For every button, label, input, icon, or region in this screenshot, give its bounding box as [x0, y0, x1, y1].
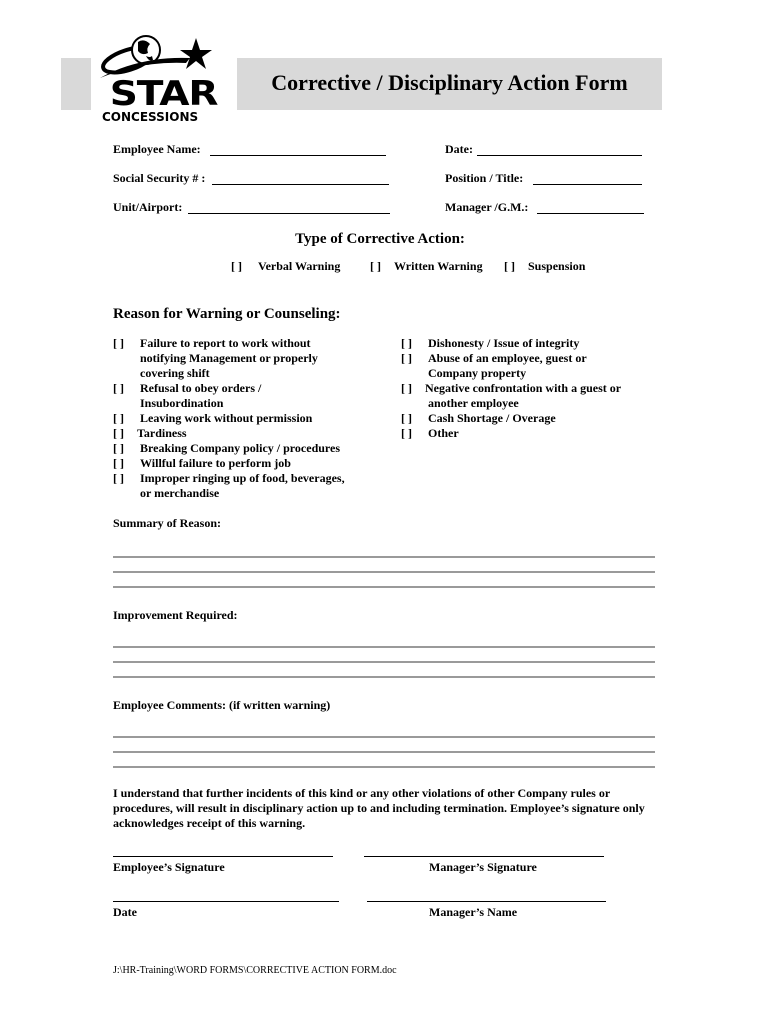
reason-text: Breaking Company policy / procedures — [140, 441, 341, 455]
action-option-suspension[interactable] — [504, 259, 585, 274]
reason-item[interactable] — [401, 381, 661, 411]
employee-signature-label: Employee’s Signature — [113, 860, 225, 874]
checkbox[interactable]: [ ] — [401, 381, 412, 395]
reason-text: notifying Management or properly — [140, 351, 318, 365]
reasons-right-list — [401, 336, 661, 441]
checkbox-verbal[interactable]: [ ] — [231, 259, 242, 273]
date-line[interactable] — [477, 155, 642, 156]
option-label: Written Warning — [394, 259, 483, 273]
footer-file-path: J:\HR-Training\WORD FORMS\CORRECTIVE ACTION FORM.doc — [113, 965, 397, 976]
signature-date-label: Date — [113, 905, 137, 919]
reason-item[interactable] — [113, 471, 373, 501]
writing-line[interactable] — [113, 676, 655, 678]
reason-item[interactable] — [113, 381, 373, 411]
reason-item[interactable] — [401, 336, 661, 351]
writing-line[interactable] — [113, 736, 655, 738]
reason-text: Failure to report to work without — [140, 336, 311, 350]
improvement-label: Improvement Required: — [113, 608, 238, 622]
checkbox-suspension[interactable]: [ ] — [504, 259, 515, 273]
ssn-line[interactable] — [212, 184, 389, 185]
reason-item[interactable] — [113, 441, 373, 456]
writing-line[interactable] — [113, 661, 655, 663]
manager-name-label: Manager’s Name — [429, 905, 518, 919]
reason-text: Dishonesty / Issue of integrity — [428, 336, 580, 350]
checkbox[interactable]: [ ] — [113, 336, 124, 350]
reasons-left-list — [113, 336, 373, 501]
writing-line[interactable] — [113, 556, 655, 558]
writing-line[interactable] — [113, 766, 655, 768]
writing-line[interactable] — [113, 751, 655, 753]
checkbox-written[interactable]: [ ] — [370, 259, 381, 273]
manager-signature-label: Manager’s Signature — [429, 860, 537, 874]
manager-signature-line[interactable] — [364, 856, 604, 857]
reason-text: Abuse of an employee, guest or — [428, 351, 587, 365]
position-label: Position / Title: — [445, 171, 524, 185]
employee-name-line[interactable] — [210, 155, 386, 156]
acknowledgement-text: I understand that further incidents of this kind or any other violations of other Company rules or procedures, will result in disciplinary action up to and including termination. Employee’s signature only acknowledges receipt of this warning. — [113, 786, 645, 830]
reason-text: Cash Shortage / Overage — [428, 411, 556, 425]
reason-item[interactable] — [113, 426, 373, 441]
employee-signature-line[interactable] — [113, 856, 333, 857]
reason-text: or merchandise — [140, 486, 220, 500]
reason-text: Improper ringing up of food, beverages, — [140, 471, 345, 485]
reason-heading: Reason for Warning or Counseling: — [113, 306, 341, 322]
header-band-left — [61, 58, 91, 110]
date-signature-line[interactable] — [113, 901, 339, 902]
reason-text: Other — [428, 426, 459, 440]
checkbox[interactable]: [ ] — [113, 426, 124, 440]
reason-item[interactable] — [401, 351, 661, 381]
action-type-heading: Type of Corrective Action: — [295, 231, 465, 247]
manager-line[interactable] — [537, 213, 644, 214]
checkbox[interactable]: [ ] — [401, 426, 412, 440]
action-option-written[interactable] — [370, 259, 483, 274]
checkbox[interactable]: [ ] — [113, 381, 124, 395]
checkbox[interactable]: [ ] — [401, 336, 412, 350]
comments-label: Employee Comments: (if written warning) — [113, 698, 331, 712]
checkbox[interactable]: [ ] — [113, 411, 124, 425]
position-line[interactable] — [533, 184, 642, 185]
reason-text: another employee — [428, 396, 519, 410]
summary-label: Summary of Reason: — [113, 516, 221, 530]
reason-text: Leaving work without permission — [140, 411, 313, 425]
reason-item[interactable] — [113, 336, 373, 381]
reason-item[interactable] — [113, 411, 373, 426]
writing-line[interactable] — [113, 586, 655, 588]
reason-text: covering shift — [140, 366, 210, 380]
manager-name-line[interactable] — [367, 901, 606, 902]
logo-subtitle: CONCESSIONS — [102, 110, 199, 124]
star-concessions-logo — [88, 30, 220, 126]
action-option-verbal[interactable] — [231, 259, 340, 274]
reason-text: Insubordination — [140, 396, 224, 410]
logo-word: STAR — [109, 74, 218, 114]
reason-text: Tardiness — [137, 426, 187, 440]
reason-text: Company property — [428, 366, 527, 380]
checkbox[interactable]: [ ] — [113, 471, 124, 485]
reason-item[interactable] — [401, 411, 661, 426]
date-label: Date: — [445, 142, 473, 156]
ssn-label: Social Security # : — [113, 171, 206, 185]
option-label: Suspension — [528, 259, 586, 273]
reason-text: Negative confrontation with a guest or — [425, 381, 622, 395]
option-label: Verbal Warning — [258, 259, 341, 273]
reason-text: Refusal to obey orders / — [140, 381, 262, 395]
checkbox[interactable]: [ ] — [113, 441, 124, 455]
checkbox[interactable]: [ ] — [113, 456, 124, 470]
writing-line[interactable] — [113, 571, 655, 573]
checkbox[interactable]: [ ] — [401, 411, 412, 425]
unit-line[interactable] — [188, 213, 390, 214]
manager-label: Manager /G.M.: — [445, 200, 529, 214]
unit-label: Unit/Airport: — [113, 200, 183, 214]
reason-item[interactable] — [113, 456, 373, 471]
reason-item[interactable] — [401, 426, 661, 441]
checkbox[interactable]: [ ] — [401, 351, 412, 365]
form-title: Corrective / Disciplinary Action Form — [271, 70, 628, 95]
writing-line[interactable] — [113, 646, 655, 648]
reason-text: Willful failure to perform job — [140, 456, 291, 470]
employee-name-label: Employee Name: — [113, 142, 201, 156]
